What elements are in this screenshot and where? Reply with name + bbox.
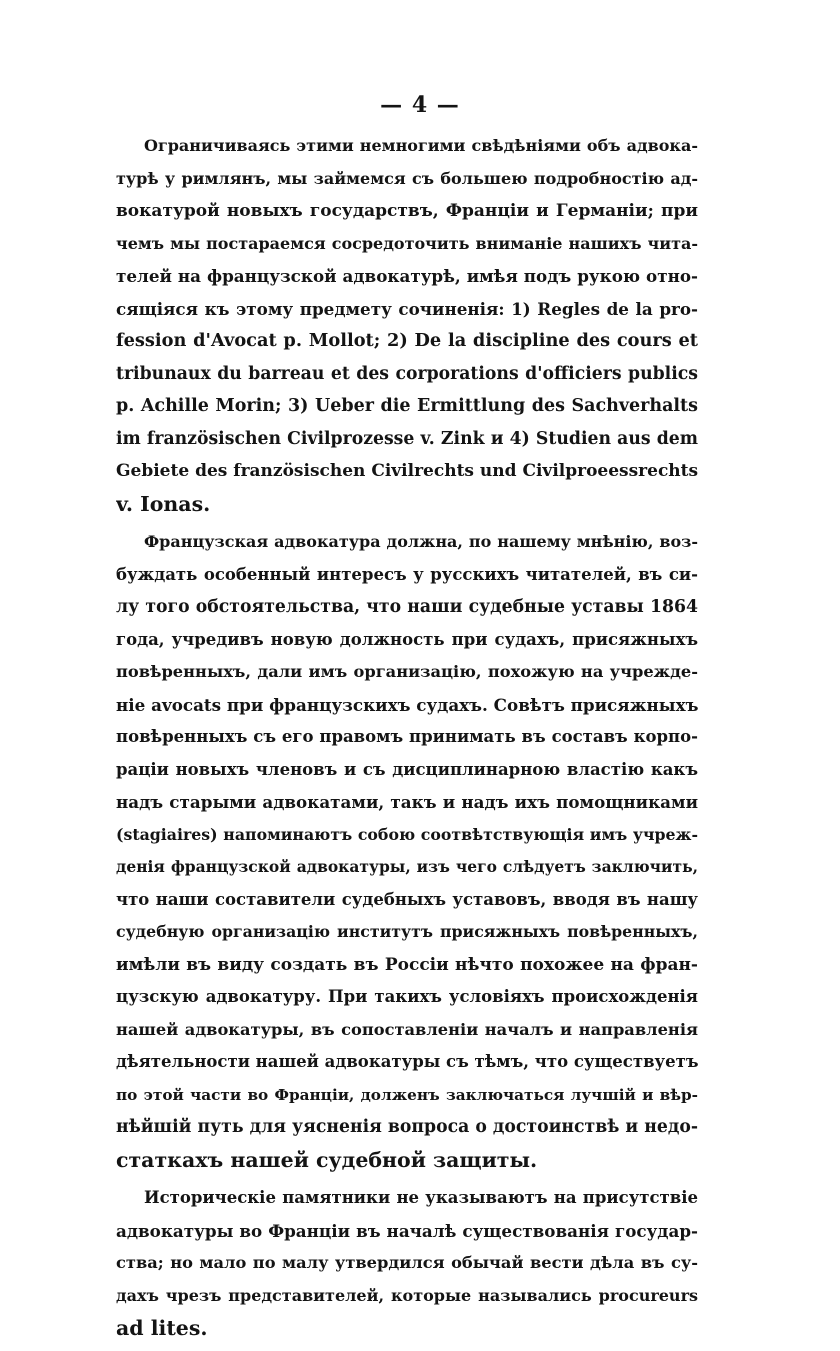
text-line: телей на французской адвокатурѣ, имѣя подъ рукою отно-: [116, 266, 698, 286]
text-line: Ограничиваясь этими немногими свѣдѣніями объ адвока-: [144, 136, 698, 155]
text-line: статкахъ нашей судебной защиты.: [116, 1147, 538, 1172]
text-line: раціи новыхъ членовъ и съ дисциплинарною властію какъ: [116, 759, 698, 779]
text-line: tribunaux du barreau et des corporations d'officiers publics: [116, 363, 698, 384]
text-line: лу того обстоятельства, что наши судебные уставы 1864: [116, 597, 698, 617]
text-line: дѣятельности нашей адвокатуры съ тѣмъ, что существуетъ: [116, 1052, 698, 1071]
text-line: Историческіе памятники не указываютъ на присутствіе: [144, 1188, 698, 1207]
text-line: турѣ у римлянъ, мы займемся съ большею подробностію ад-: [116, 168, 698, 188]
paragraph: [116, 526, 698, 1176]
page-number: — 4 —: [380, 92, 460, 118]
text-line: сящіяся къ этому предмету сочиненія: 1) Regles de la pro-: [116, 298, 698, 319]
text-line: ства; но мало по малу утвердился обычай вести дѣла въ су-: [116, 1253, 698, 1272]
text-line: нашей адвокатуры, въ сопоставленіи началъ и направленія: [116, 1019, 698, 1039]
text-line: года, учредивъ новую должность при судахъ, присяжныхъ: [116, 629, 698, 649]
body-text: [116, 130, 698, 1351]
paragraph: [116, 1182, 698, 1345]
text-line: ad lites.: [116, 1316, 208, 1340]
text-line: вокатурой новыхъ государствъ, Франціи и Германіи; при: [116, 201, 698, 221]
text-line: fession d'Avocat p. Mollot; 2) De la discipline des cours et: [116, 330, 698, 351]
text-line: надъ старыми адвокатами, такъ и надъ ихъ помощниками: [116, 792, 698, 812]
text-line: имѣли въ виду создать въ Россіи нѣчто похожее на фран-: [116, 954, 698, 975]
text-line: цузскую адвокатуру. При такихъ условіяхъ происхожденія: [116, 987, 698, 1006]
text-line: повѣренныхъ съ его правомъ принимать въ составъ корпо-: [116, 727, 698, 746]
text-line: повѣренныхъ, дали имъ организацію, похожую на учрежде-: [116, 662, 698, 681]
text-line: Gebiete des französischen Civilrechts und Civilproeessrechts: [116, 461, 698, 481]
text-line: v. Ionas.: [116, 491, 211, 516]
text-line: по этой части во Франціи, долженъ заключаться лучшій и вѣр-: [116, 1085, 698, 1104]
text-line: нѣйшій путь для уясненія вопроса о достоинствѣ и недо-: [116, 1117, 698, 1137]
text-line: Французская адвокатура должна, по нашему мнѣнію, воз-: [144, 532, 698, 551]
text-line: что наши составители судебныхъ уставовъ, вводя въ нашу: [116, 889, 698, 909]
text-line: дахъ чрезъ представителей, которые назывались procureurs: [116, 1285, 698, 1305]
paragraph: [116, 130, 698, 520]
text-line: ніе avocats при французскихъ судахъ. Совѣтъ присяжныхъ: [116, 694, 698, 715]
text-line: чемъ мы постараемся сосредоточить вниманіе нашихъ чита-: [116, 233, 698, 253]
text-line: im französischen Civilprozesse v. Zink и 4) Studien aus dem: [116, 428, 698, 449]
text-line: буждать особенный интересъ у русскихъ читателей, въ си-: [116, 564, 698, 584]
text-line: (stagiaires) напоминаютъ собою соотвѣтствующія имъ учреж-: [116, 824, 698, 844]
text-line: судебную организацію институтъ присяжныхъ повѣренныхъ,: [116, 922, 698, 941]
text-line: адвокатуры во Франціи въ началѣ существованія государ-: [116, 1220, 698, 1241]
text-line: денія французской адвокатуры, изъ чего слѣдуетъ заключить,: [116, 857, 698, 876]
text-line: p. Achille Morin; 3) Ueber die Ermittlung des Sachverhalts: [116, 396, 698, 416]
